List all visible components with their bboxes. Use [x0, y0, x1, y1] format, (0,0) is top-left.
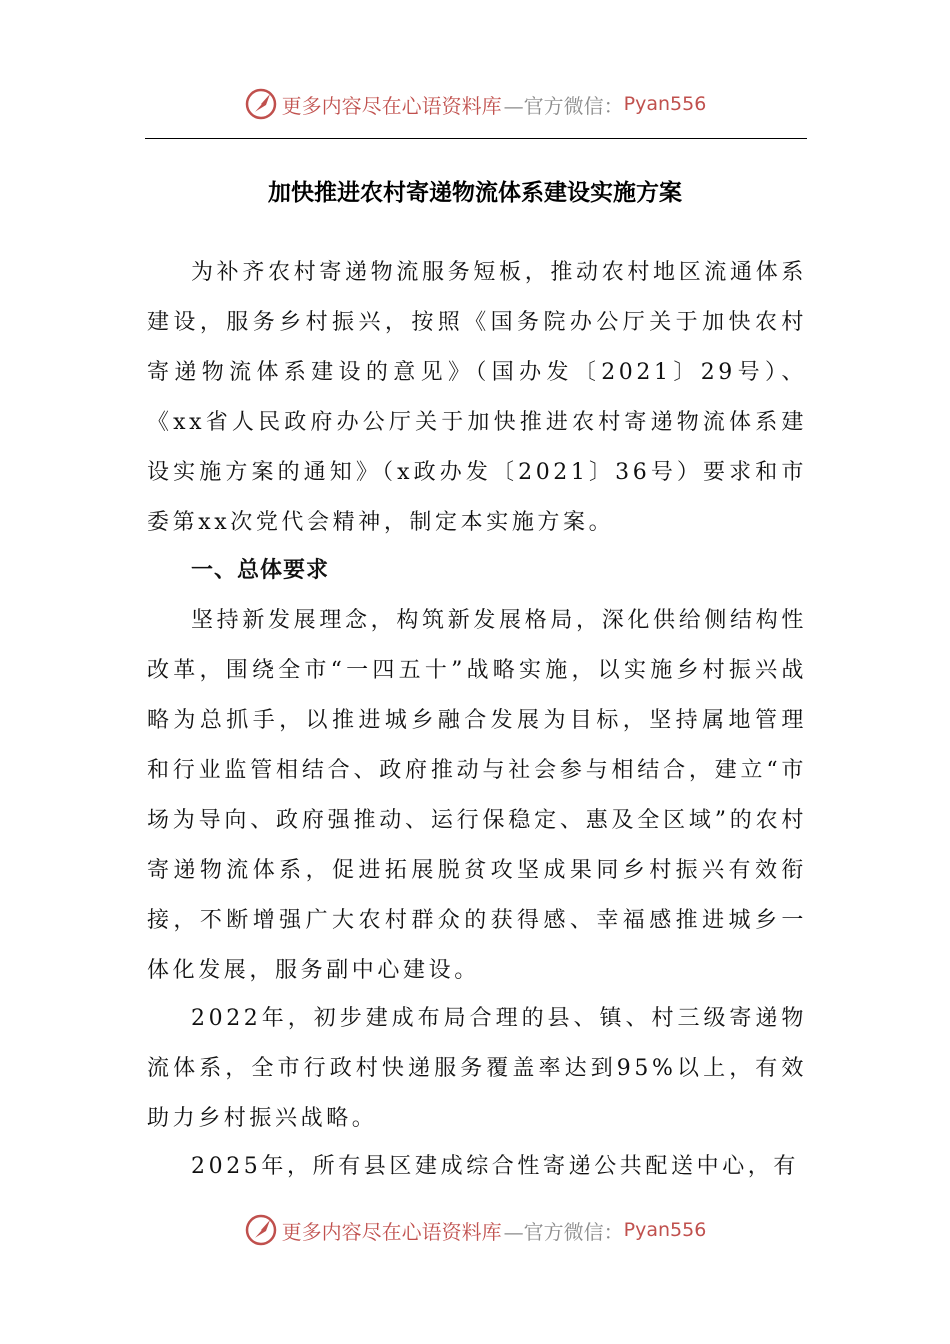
- watermark-text: 更多内容尽在心语资料库: [281, 1219, 502, 1244]
- watermark-wechat-id: Pyan556: [623, 1219, 707, 1241]
- quill-pen-logo-icon: [244, 87, 278, 121]
- section-1-paragraph: 坚持新发展理念，构筑新发展格局，深化供给侧结构性改革，围绕全市“一四五十”战略实施，以实施乡村振兴战略为总抓手，以推进城乡融合发展为目标，坚持属地管理和行业监管相结合、政府推动与社会参与相结合，建立“市场为导向、政府强推动、运行保稳定、惠及全区域”的农村寄递物流体系，促进拓展脱贫攻坚成果同乡村振兴有效衔接，不断增强广大农村群众的获得感、幸福感推进城乡一体化发展，服务副中心建设。: [147, 608, 807, 983]
- intro-block: [147, 248, 807, 548]
- header-divider: [145, 138, 807, 139]
- footer-watermark: [0, 1210, 950, 1250]
- section-1-heading: 一、总体要求: [191, 558, 330, 583]
- goal-2022-paragraph: 2022年，初步建成布局合理的县、镇、村三级寄递物流体系，全市行政村快递服务覆盖率达到95%以上，有效助力乡村振兴战略。: [147, 1006, 807, 1131]
- document-title: 加快推进农村寄递物流体系建设实施方案: [268, 179, 682, 206]
- goal-2025-paragraph: 2025年，所有县区建成综合性寄递公共配送中心，有: [191, 1154, 799, 1179]
- section-1-body: [147, 596, 807, 996]
- goal-2022-block: [147, 994, 807, 1144]
- section-1-block: [147, 546, 807, 596]
- watermark-separator: —官方微信：: [503, 1219, 624, 1244]
- watermark-text: 更多内容尽在心语资料库: [281, 93, 502, 118]
- watermark-wechat-id: Pyan556: [623, 93, 707, 115]
- quill-pen-logo-icon: [244, 1213, 278, 1247]
- header-watermark: [0, 84, 950, 124]
- intro-paragraph: 为补齐农村寄递物流服务短板，推动农村地区流通体系建设，服务乡村振兴，按照《国务院办公厅关于加快农村寄递物流体系建设的意见》（国办发〔2021〕29号）、《xx省人民政府办公厅关于加快推进农村寄递物流体系建设实施方案的通知》（x政办发〔2021〕36号）要求和市委第xx次党代会精神，制定本实施方案。: [147, 260, 807, 535]
- goal-2025-block: [147, 1142, 807, 1192]
- watermark-separator: —官方微信：: [503, 93, 624, 118]
